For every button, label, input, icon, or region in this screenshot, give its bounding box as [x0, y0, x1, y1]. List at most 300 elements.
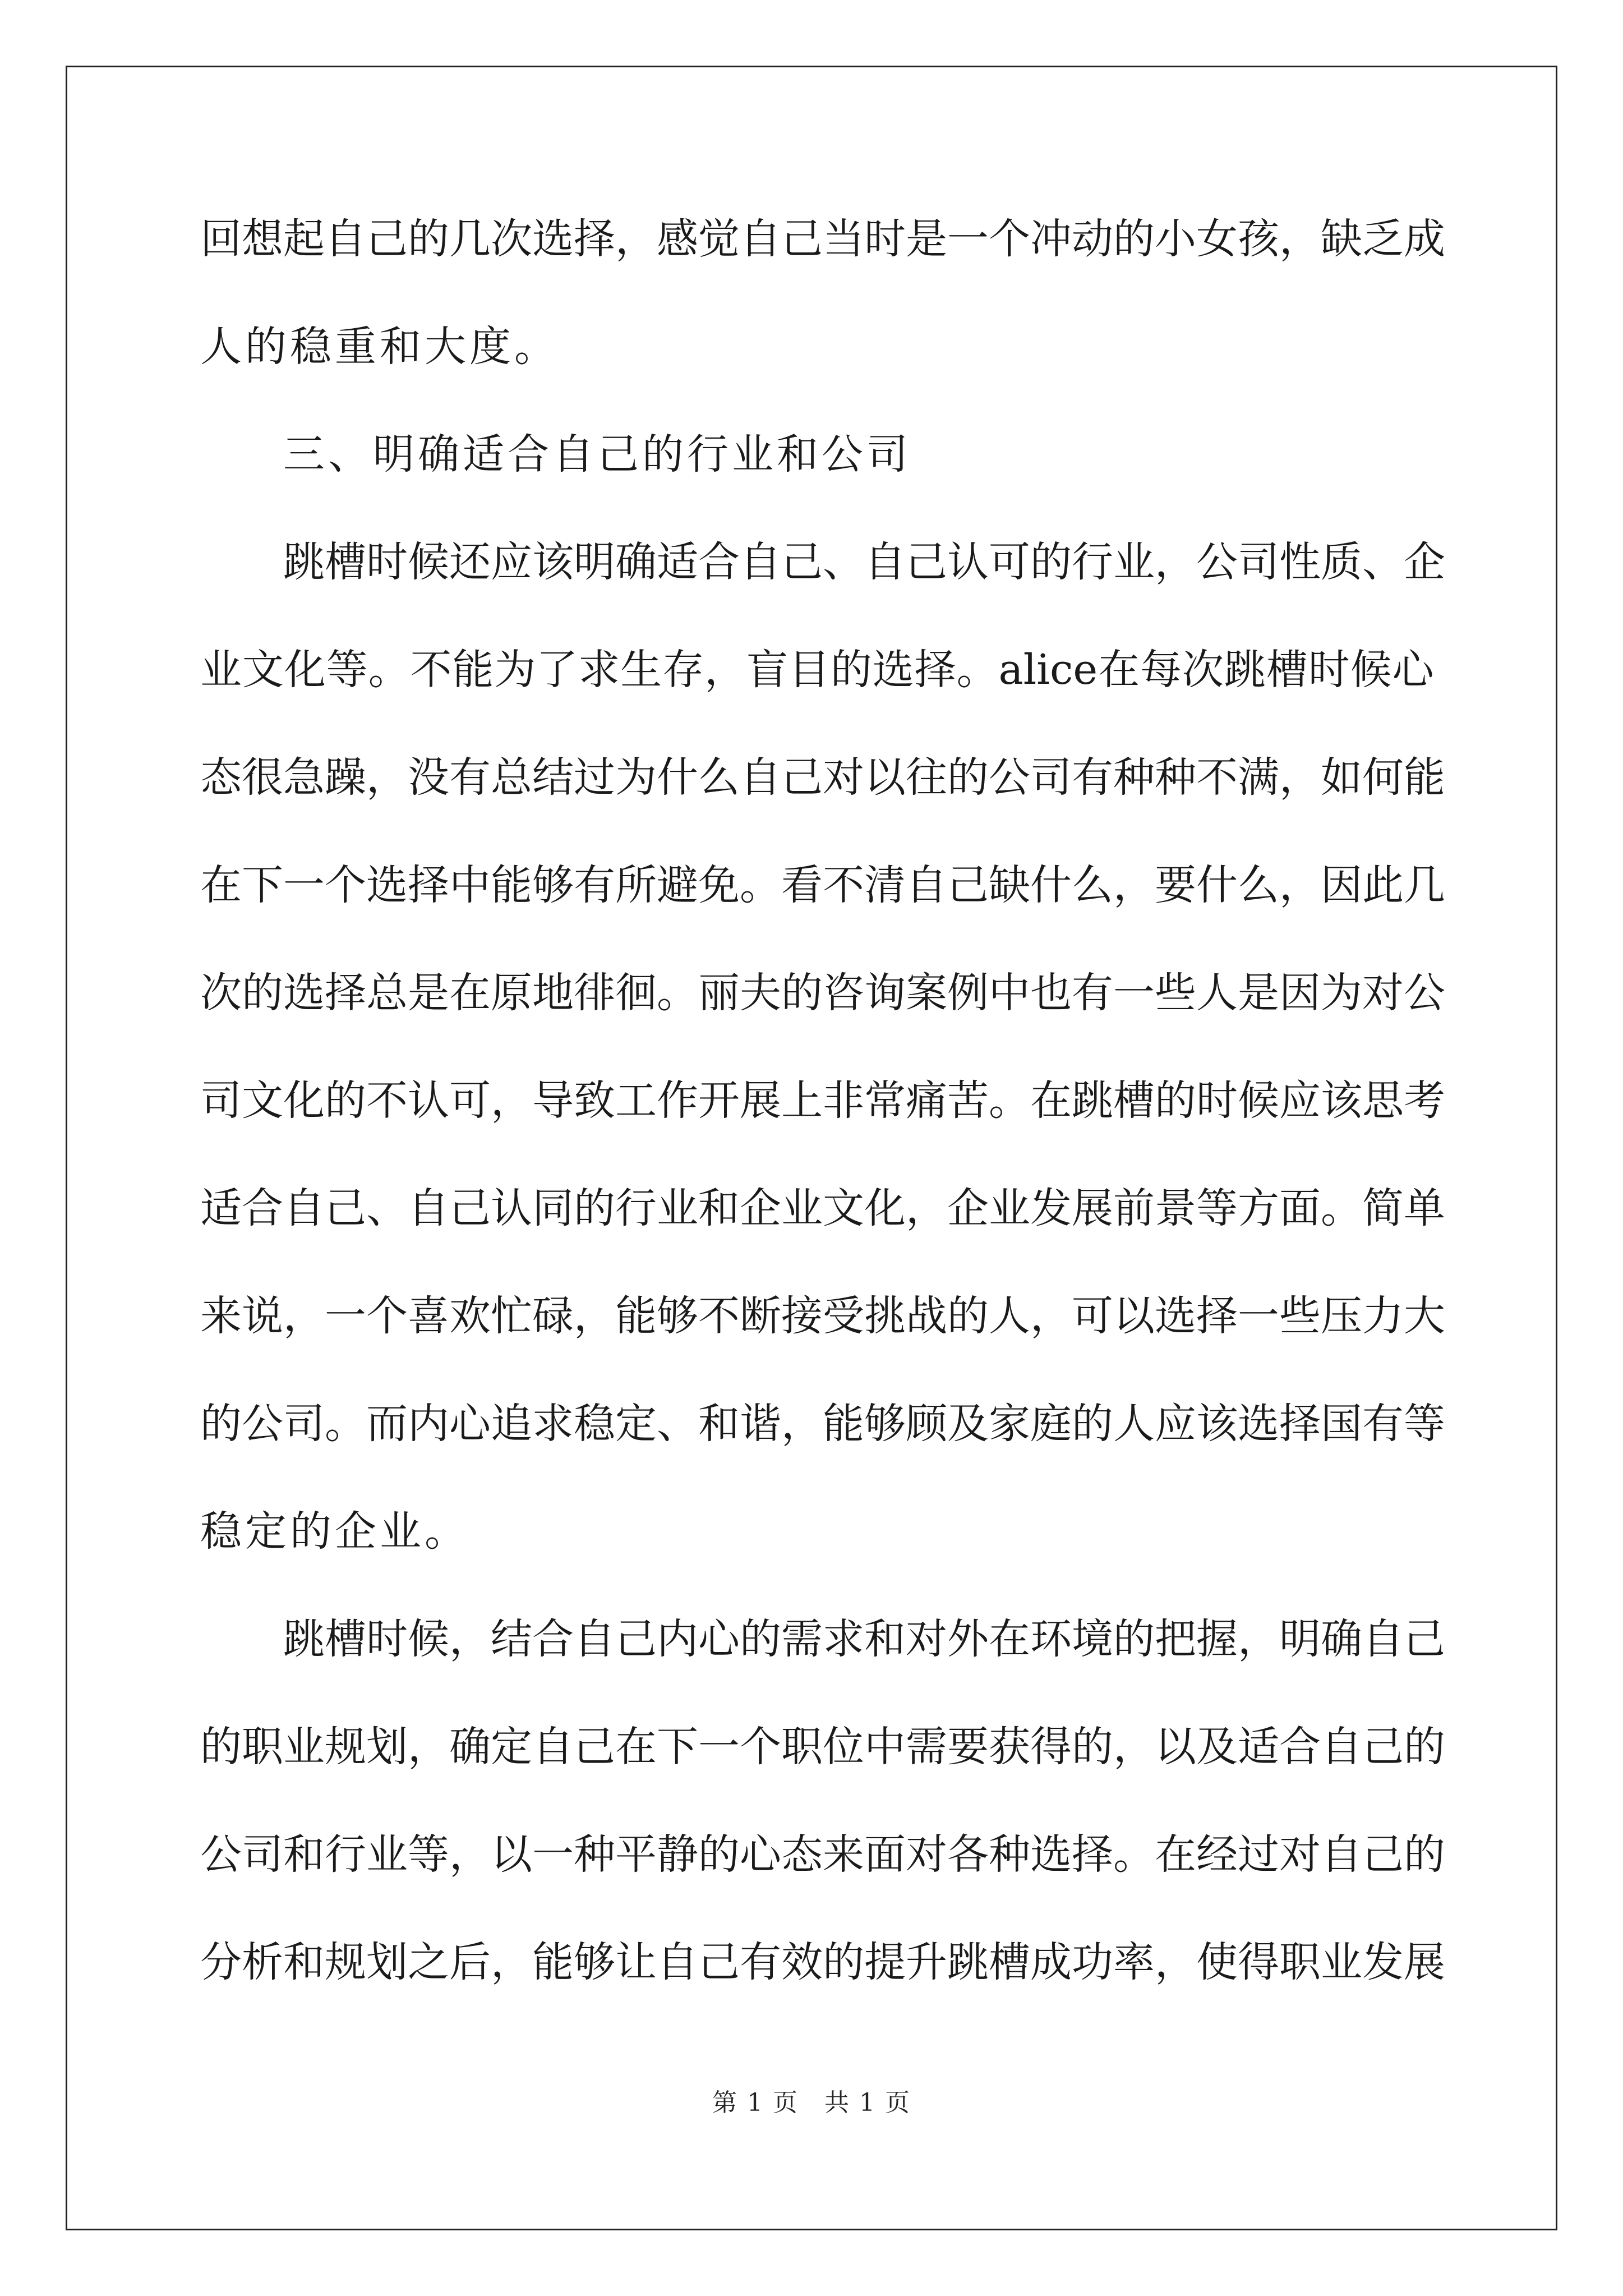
text-glyph: 一 — [698, 1723, 740, 1771]
text-glyph: 丽 — [698, 969, 740, 1017]
text-glyph: 己 — [1362, 1830, 1404, 1879]
text-glyph: 能 — [452, 646, 494, 694]
text-glyph: 及 — [1196, 1723, 1238, 1771]
text-glyph: 中 — [864, 1723, 906, 1771]
text-glyph: 什 — [1196, 861, 1238, 909]
text-glyph: 自 — [325, 215, 366, 263]
text-glyph: 让 — [615, 1938, 657, 1986]
text-glyph: 致 — [574, 1076, 615, 1125]
text-glyph: 跳 — [947, 1938, 989, 1986]
text-glyph: 往 — [906, 753, 947, 802]
text-glyph: 为 — [494, 646, 536, 694]
text-glyph: 时 — [1196, 1076, 1238, 1125]
text-glyph: 每 — [1140, 646, 1182, 694]
text-glyph: 询 — [864, 969, 906, 1017]
text-glyph: ， — [574, 1292, 615, 1340]
text-glyph: 人 — [1113, 1400, 1155, 1448]
text-glyph: 在 — [1030, 1076, 1072, 1125]
text-glyph: 的 — [1030, 538, 1072, 586]
text-glyph: 次 — [491, 215, 532, 263]
text-glyph: 面 — [1279, 1184, 1321, 1232]
text-glyph: 等 — [1196, 1184, 1238, 1232]
text-glyph: 业 — [200, 646, 242, 694]
text-glyph: 选 — [872, 646, 914, 694]
text-glyph: 单 — [1404, 1184, 1445, 1232]
text-glyph: 求 — [532, 1400, 574, 1448]
text-line — [200, 1585, 1445, 1693]
text-glyph: 冲 — [1030, 215, 1072, 263]
text-glyph: 存 — [662, 646, 704, 694]
text-glyph: 职 — [781, 1723, 823, 1771]
text-glyph: 选 — [1030, 1830, 1072, 1879]
text-glyph: 自 — [1362, 1615, 1404, 1663]
text-glyph: 展 — [1072, 1184, 1113, 1232]
text-glyph: 行 — [1072, 538, 1113, 586]
text-glyph: 、 — [1362, 538, 1404, 586]
text-glyph: 例 — [947, 969, 989, 1017]
text-glyph: 各 — [947, 1830, 989, 1879]
text-glyph: 公 — [1196, 538, 1238, 586]
text-glyph: 对 — [823, 753, 864, 802]
text-glyph: 自 — [740, 753, 781, 802]
text-glyph: 喜 — [408, 1292, 449, 1340]
text-glyph: 。 — [325, 1400, 366, 1448]
text-glyph: 择 — [1279, 1400, 1321, 1448]
text-glyph: 压 — [1321, 1292, 1362, 1340]
text-glyph: 率 — [1113, 1938, 1155, 1986]
text-glyph: 己 — [781, 753, 823, 802]
section-heading: 三、明确适合自己的行业和公司 — [283, 430, 911, 478]
text-line: 稳定的企业。 — [200, 1507, 469, 1556]
text-glyph: 小 — [1155, 215, 1196, 263]
text-glyph: 成 — [1404, 215, 1445, 263]
text-glyph: 徘 — [574, 969, 615, 1017]
text-glyph: 发 — [1030, 1184, 1072, 1232]
text-glyph: 咨 — [823, 969, 864, 1017]
text-glyph: 业 — [781, 1184, 823, 1232]
text-glyph: 对 — [906, 1830, 947, 1879]
text-glyph: 常 — [864, 1076, 906, 1125]
text-glyph: 提 — [864, 1938, 906, 1986]
text-glyph: 要 — [947, 1723, 989, 1771]
text-glyph: 什 — [1030, 861, 1072, 909]
text-glyph: 。 — [956, 646, 998, 694]
text-glyph: 受 — [823, 1292, 864, 1340]
text-glyph: 应 — [1279, 1076, 1321, 1125]
text-glyph: 公 — [242, 1400, 283, 1448]
text-glyph: 的 — [1113, 1615, 1155, 1663]
text-glyph: 内 — [657, 1615, 698, 1663]
text-glyph: 和 — [864, 1615, 906, 1663]
text-glyph: 己 — [325, 1184, 366, 1232]
text-line — [200, 1047, 1445, 1154]
text-glyph: 时 — [366, 538, 408, 586]
text-glyph: 了 — [536, 646, 578, 694]
text-glyph: 司 — [200, 1076, 242, 1125]
text-glyph: ， — [1279, 861, 1321, 909]
text-glyph: 外 — [947, 1615, 989, 1663]
text-glyph: 需 — [781, 1615, 823, 1663]
text-glyph: 文 — [242, 1076, 283, 1125]
text-glyph: 前 — [1113, 1184, 1155, 1232]
text-glyph: ， — [1030, 1292, 1072, 1340]
text-glyph: 心 — [740, 1830, 781, 1879]
text-glyph: 此 — [1362, 861, 1404, 909]
text-glyph: 成 — [1030, 1938, 1072, 1986]
text-glyph: 分 — [200, 1938, 242, 1986]
text-line — [200, 508, 1445, 616]
text-glyph: 求 — [578, 646, 620, 694]
text-glyph: 择 — [325, 969, 366, 1017]
text-glyph: 等 — [326, 646, 368, 694]
text-glyph: 业 — [657, 1184, 698, 1232]
text-glyph: 自 — [740, 538, 781, 586]
text-glyph: 一 — [1113, 969, 1155, 1017]
text-glyph: 够 — [532, 861, 574, 909]
text-glyph: 对 — [1279, 1830, 1321, 1879]
text-glyph: 择 — [574, 215, 615, 263]
text-glyph: 夫 — [740, 969, 781, 1017]
text-glyph: 能 — [615, 1292, 657, 1340]
text-glyph: 的 — [698, 1830, 740, 1879]
text-glyph: 明 — [574, 538, 615, 586]
text-glyph: 跳 — [1072, 1076, 1113, 1125]
text-glyph: 些 — [1279, 1292, 1321, 1340]
text-glyph: 自 — [906, 861, 947, 909]
text-glyph: 有 — [449, 753, 491, 802]
text-glyph: 而 — [366, 1400, 408, 1448]
text-glyph: 发 — [1362, 1938, 1404, 1986]
text-glyph: ， — [615, 215, 657, 263]
document-body — [200, 185, 1445, 2016]
text-glyph: 自 — [864, 538, 906, 586]
text-glyph: 目 — [788, 646, 830, 694]
text-glyph: 槽 — [325, 538, 366, 586]
text-line — [200, 939, 1445, 1047]
text-glyph: 痛 — [906, 1076, 947, 1125]
text-glyph: 当 — [823, 215, 864, 263]
text-glyph: 自 — [657, 1938, 698, 1986]
text-glyph: 的 — [200, 1723, 242, 1771]
text-glyph: 求 — [823, 1615, 864, 1663]
text-glyph: 静 — [657, 1830, 698, 1879]
text-glyph: 确 — [1321, 1615, 1362, 1663]
text-glyph: 几 — [449, 215, 491, 263]
text-glyph: 是 — [408, 969, 449, 1017]
text-glyph: 跳 — [1224, 646, 1266, 694]
text-line: 人的稳重和大度。 — [200, 323, 559, 371]
text-glyph: 女 — [1196, 215, 1238, 263]
text-glyph: 以 — [491, 1830, 532, 1879]
text-glyph: 个 — [366, 1292, 408, 1340]
text-glyph: 乏 — [1362, 215, 1404, 263]
text-glyph: 该 — [1196, 1400, 1238, 1448]
text-line — [200, 1154, 1445, 1262]
text-glyph: 不 — [698, 1292, 740, 1340]
text-glyph: 是 — [1238, 969, 1279, 1017]
text-glyph: 没 — [408, 753, 449, 802]
text-glyph: 合 — [242, 1184, 283, 1232]
text-glyph: 同 — [532, 1184, 574, 1232]
text-glyph: 够 — [574, 1938, 615, 1986]
text-glyph: 的 — [1404, 1723, 1445, 1771]
text-glyph: 确 — [615, 538, 657, 586]
text-line — [200, 724, 1445, 831]
text-glyph: 行 — [615, 1184, 657, 1232]
text-glyph: 个 — [989, 215, 1030, 263]
text-glyph: 次 — [200, 969, 242, 1017]
text-glyph: 可 — [989, 538, 1030, 586]
text-glyph: 心 — [698, 1615, 740, 1663]
text-glyph: 不 — [410, 646, 452, 694]
text-glyph: 业 — [1113, 538, 1155, 586]
text-glyph: 个 — [325, 861, 366, 909]
text-glyph: 总 — [366, 969, 408, 1017]
text-glyph: 力 — [1362, 1292, 1404, 1340]
text-glyph: 己 — [781, 215, 823, 263]
text-glyph: 候 — [408, 1615, 449, 1663]
text-glyph: 择 — [914, 646, 956, 694]
text-glyph: 经 — [1196, 1830, 1238, 1879]
text-glyph: 己 — [906, 538, 947, 586]
text-glyph: 认 — [408, 1076, 449, 1125]
text-glyph: 工 — [615, 1076, 657, 1125]
text-glyph: 回 — [200, 215, 242, 263]
text-glyph: 自 — [574, 1615, 615, 1663]
text-glyph: 因 — [1279, 969, 1321, 1017]
text-glyph: 所 — [615, 861, 657, 909]
text-glyph: ， — [781, 1400, 823, 1448]
text-glyph: 国 — [1321, 1400, 1362, 1448]
text-glyph: 之 — [408, 1938, 449, 1986]
text-glyph: 选 — [366, 861, 408, 909]
text-glyph: 大 — [1404, 1292, 1445, 1340]
text-glyph: 避 — [657, 861, 698, 909]
text-glyph: ， — [906, 1184, 947, 1232]
text-glyph: 的 — [1155, 1076, 1196, 1125]
text-glyph: 公 — [1404, 969, 1445, 1017]
text-glyph: 考 — [1404, 1076, 1445, 1125]
text-glyph: 该 — [532, 538, 574, 586]
text-glyph: 槽 — [1113, 1076, 1155, 1125]
text-glyph: 以 — [1155, 1723, 1196, 1771]
text-glyph: 槽 — [989, 1938, 1030, 1986]
text-glyph: 内 — [408, 1400, 449, 1448]
text-glyph: 升 — [906, 1938, 947, 1986]
text-glyph: 可 — [449, 1076, 491, 1125]
text-glyph: 合 — [1279, 1723, 1321, 1771]
text-glyph: 一 — [532, 1830, 574, 1879]
text-glyph: 企 — [1404, 538, 1445, 586]
text-glyph: 不 — [366, 1076, 408, 1125]
text-glyph: 应 — [1155, 1400, 1196, 1448]
text-glyph: 确 — [449, 1723, 491, 1771]
text-glyph: 的 — [200, 1400, 242, 1448]
text-glyph: 己 — [1362, 1723, 1404, 1771]
text-glyph: 及 — [947, 1400, 989, 1448]
text-glyph: ， — [1113, 1723, 1155, 1771]
text-glyph: 定 — [615, 1400, 657, 1448]
text-glyph: 的 — [1072, 1723, 1113, 1771]
text-glyph: 能 — [491, 861, 532, 909]
text-glyph: 结 — [491, 1615, 532, 1663]
text-glyph: 不 — [823, 861, 864, 909]
text-glyph: 在 — [449, 969, 491, 1017]
text-glyph: 有 — [1362, 1400, 1404, 1448]
text-glyph: 择 — [1196, 1292, 1238, 1340]
text-glyph: ， — [1279, 215, 1321, 263]
text-glyph: 等 — [1404, 1400, 1445, 1448]
text-glyph: 简 — [1362, 1184, 1404, 1232]
text-glyph: 有 — [1072, 969, 1113, 1017]
text-glyph: 在 — [615, 1723, 657, 1771]
text-glyph: 来 — [200, 1292, 242, 1340]
text-glyph: 谐 — [740, 1400, 781, 1448]
text-glyph: 思 — [1362, 1076, 1404, 1125]
text-glyph: 展 — [740, 1076, 781, 1125]
text-glyph: 自 — [408, 1184, 449, 1232]
text-glyph: alice — [998, 646, 1098, 694]
text-glyph: 家 — [989, 1400, 1030, 1448]
text-glyph: ， — [1279, 753, 1321, 802]
text-glyph: 的 — [408, 215, 449, 263]
text-glyph: 需 — [906, 1723, 947, 1771]
text-glyph: 化 — [284, 646, 326, 694]
text-glyph: 司 — [1030, 753, 1072, 802]
text-glyph: 槽 — [325, 1615, 366, 1663]
text-glyph: 业 — [1321, 1938, 1362, 1986]
text-glyph: 很 — [242, 753, 283, 802]
text-glyph: 己 — [781, 538, 823, 586]
text-glyph: 的 — [740, 1615, 781, 1663]
text-glyph: 为 — [1321, 969, 1362, 1017]
text-glyph: 境 — [1072, 1615, 1113, 1663]
text-glyph: 己 — [1404, 1615, 1445, 1663]
text-glyph: 忙 — [491, 1292, 532, 1340]
text-glyph: 握 — [1196, 1615, 1238, 1663]
text-glyph: 开 — [698, 1076, 740, 1125]
text-glyph: 自 — [1321, 1723, 1362, 1771]
text-glyph: 些 — [1155, 969, 1196, 1017]
text-glyph: 的 — [947, 1292, 989, 1340]
text-glyph: 感 — [657, 215, 698, 263]
text-glyph: 的 — [574, 1184, 615, 1232]
text-glyph: 划 — [366, 1723, 408, 1771]
text-glyph: 己 — [574, 1723, 615, 1771]
text-glyph: 。 — [1113, 1830, 1155, 1879]
text-glyph: 规 — [325, 1723, 366, 1771]
text-glyph: 缺 — [1321, 215, 1362, 263]
text-glyph: 么 — [1238, 861, 1279, 909]
text-glyph: 心 — [1392, 646, 1434, 694]
text-glyph: 得 — [1238, 1938, 1279, 1986]
text-glyph: 碌 — [532, 1292, 574, 1340]
text-glyph: 的 — [1113, 215, 1155, 263]
text-glyph: 行 — [325, 1830, 366, 1879]
text-glyph: 下 — [242, 861, 283, 909]
text-glyph: 什 — [657, 753, 698, 802]
text-glyph: 态 — [200, 753, 242, 802]
text-glyph: 位 — [823, 1723, 864, 1771]
text-glyph: 苦 — [947, 1076, 989, 1125]
text-glyph: 和 — [283, 1938, 325, 1986]
text-glyph: 司 — [283, 1400, 325, 1448]
text-glyph: 下 — [657, 1723, 698, 1771]
text-glyph: 化 — [283, 1076, 325, 1125]
text-glyph: 明 — [1279, 1615, 1321, 1663]
text-glyph: 的 — [1404, 1830, 1445, 1879]
text-glyph: 不 — [1196, 753, 1238, 802]
text-glyph: 文 — [242, 646, 284, 694]
text-glyph: 获 — [989, 1723, 1030, 1771]
text-glyph: ， — [491, 1938, 532, 1986]
text-glyph: 稳 — [574, 1400, 615, 1448]
text-glyph: 有 — [574, 861, 615, 909]
text-glyph: 等 — [408, 1830, 449, 1879]
text-glyph: 的 — [781, 969, 823, 1017]
text-glyph: 孩 — [1238, 215, 1279, 263]
text-glyph: 认 — [947, 538, 989, 586]
text-glyph: 对 — [906, 1615, 947, 1663]
text-glyph: 应 — [491, 538, 532, 586]
text-glyph: 过 — [1238, 1830, 1279, 1879]
text-glyph: 择 — [1072, 1830, 1113, 1879]
text-glyph: 规 — [325, 1938, 366, 1986]
text-glyph: 可 — [1072, 1292, 1113, 1340]
text-glyph: 案 — [906, 969, 947, 1017]
text-glyph: 说 — [242, 1292, 283, 1340]
text-glyph: 、 — [366, 1184, 408, 1232]
text-glyph: 企 — [740, 1184, 781, 1232]
text-glyph: 性 — [1279, 538, 1321, 586]
text-glyph: 候 — [1238, 1076, 1279, 1125]
text-glyph: 。 — [368, 646, 410, 694]
text-glyph: 徊 — [615, 969, 657, 1017]
text-glyph: 清 — [864, 861, 906, 909]
text-glyph: 时 — [864, 215, 906, 263]
text-line — [200, 185, 1445, 293]
text-glyph: 心 — [449, 1400, 491, 1448]
text-glyph: 划 — [366, 1938, 408, 1986]
text-glyph: ， — [449, 1830, 491, 1879]
text-glyph: 效 — [781, 1938, 823, 1986]
text-glyph: 得 — [1030, 1723, 1072, 1771]
text-glyph: ， — [1155, 1938, 1196, 1986]
text-glyph: 跳 — [283, 1615, 325, 1663]
text-glyph: 态 — [781, 1830, 823, 1879]
text-glyph: 对 — [1362, 969, 1404, 1017]
text-glyph: 一 — [1238, 1292, 1279, 1340]
text-glyph: 导 — [532, 1076, 574, 1125]
text-glyph: 能 — [1404, 753, 1445, 802]
text-glyph: 战 — [906, 1292, 947, 1340]
text-glyph: 有 — [1072, 753, 1113, 802]
text-glyph: 和 — [698, 1400, 740, 1448]
text-glyph: 么 — [698, 753, 740, 802]
text-glyph: 挑 — [864, 1292, 906, 1340]
text-glyph: 、 — [823, 538, 864, 586]
text-glyph: 己 — [615, 1615, 657, 1663]
text-glyph: 企 — [947, 1184, 989, 1232]
text-glyph: 时 — [1308, 646, 1350, 694]
text-glyph: ， — [1155, 538, 1196, 586]
text-glyph: 选 — [1155, 1292, 1196, 1340]
text-glyph: 起 — [283, 215, 325, 263]
text-glyph: 候 — [408, 538, 449, 586]
text-glyph: 动 — [1072, 215, 1113, 263]
text-glyph: ， — [449, 1615, 491, 1663]
text-glyph: 有 — [740, 1938, 781, 1986]
